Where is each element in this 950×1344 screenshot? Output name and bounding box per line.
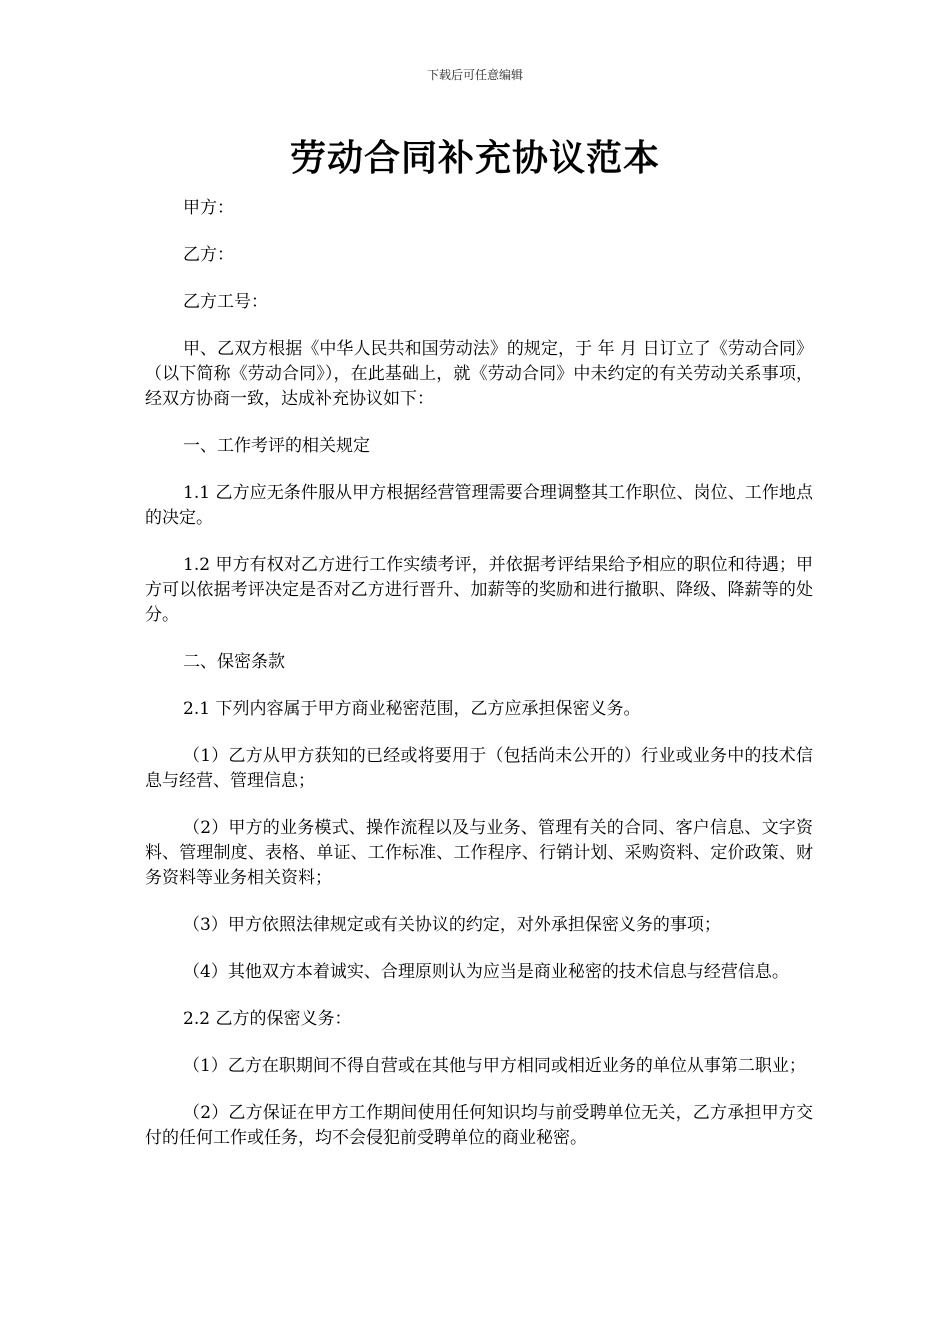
document-title: 劳动合同补充协议范本 — [289, 138, 660, 179]
clause-1-2: 1.2 甲方有权对乙方进行工作实绩考评，并依据考评结果给予相应的职位和待遇；甲方可以依据考评决定是否对乙方进行晋升、加薪等的奖励和进行撤职、降级、降薪等的处分。 — [145, 555, 813, 625]
clause-2-1-item-4: （4）其他双方本着诚实、合理原则认为应当是商业秘密的技术信息与经营信息。 — [183, 962, 789, 982]
clause-2-1-item-1: （1）乙方从甲方获知的已经或将要用于（包括尚未公开的）行业或业务中的技术信息与经营、管理信息； — [145, 746, 813, 791]
clause-1-1: 1.1 乙方应无条件服从甲方根据经营管理需要合理调整其工作职位、岗位、工作地点的决定。 — [145, 483, 813, 528]
header-note: 下载后可任意编辑 — [426, 68, 523, 82]
clause-2-2-item-1: （1）乙方在职期间不得自营或在其他与甲方相同或相近业务的单位从事第二职业； — [183, 1056, 806, 1076]
section-heading-confidentiality: 二、保密条款 — [183, 652, 285, 672]
clause-2-2-item-2: （2）乙方保证在甲方工作期间使用任何知识均与前受聘单位无关，乙方承担甲方交付的任何工作或任务，均不会侵犯前受聘单位的商业秘密。 — [145, 1103, 813, 1148]
clause-2-2: 2.2 乙方的保密义务： — [183, 1009, 352, 1029]
party-b-id-line: 乙方工号： — [183, 292, 268, 312]
clause-2-1: 2.1 下列内容属于甲方商业秘密范围，乙方应承担保密义务。 — [183, 699, 641, 719]
preamble-paragraph: 甲、乙双方根据《中华人民共和国劳动法》的规定，于 年 月 日订立了《劳动合同》（以下简称《劳动合同》），在此基础上，就《劳动合同》中未约定的有关劳动关系事项，经双方协商一致，达成补充协议如下： — [145, 339, 813, 409]
party-a-line: 甲方： — [183, 198, 234, 218]
document-body — [145, 196, 813, 1173]
clause-2-1-item-3: （3）甲方依照法律规定或有关协议的约定，对外承担保密义务的事项； — [183, 915, 721, 935]
party-b-line: 乙方： — [183, 245, 234, 265]
clause-2-1-item-2: （2）甲方的业务模式、操作流程以及与业务、管理有关的合同、客户信息、文字资料、管理制度、表格、单证、工作标准、工作程序、行销计划、采购资料、定价政策、财务资料等业务相关资料； — [145, 818, 813, 888]
section-heading-evaluation: 一、工作考评的相关规定 — [183, 436, 370, 456]
